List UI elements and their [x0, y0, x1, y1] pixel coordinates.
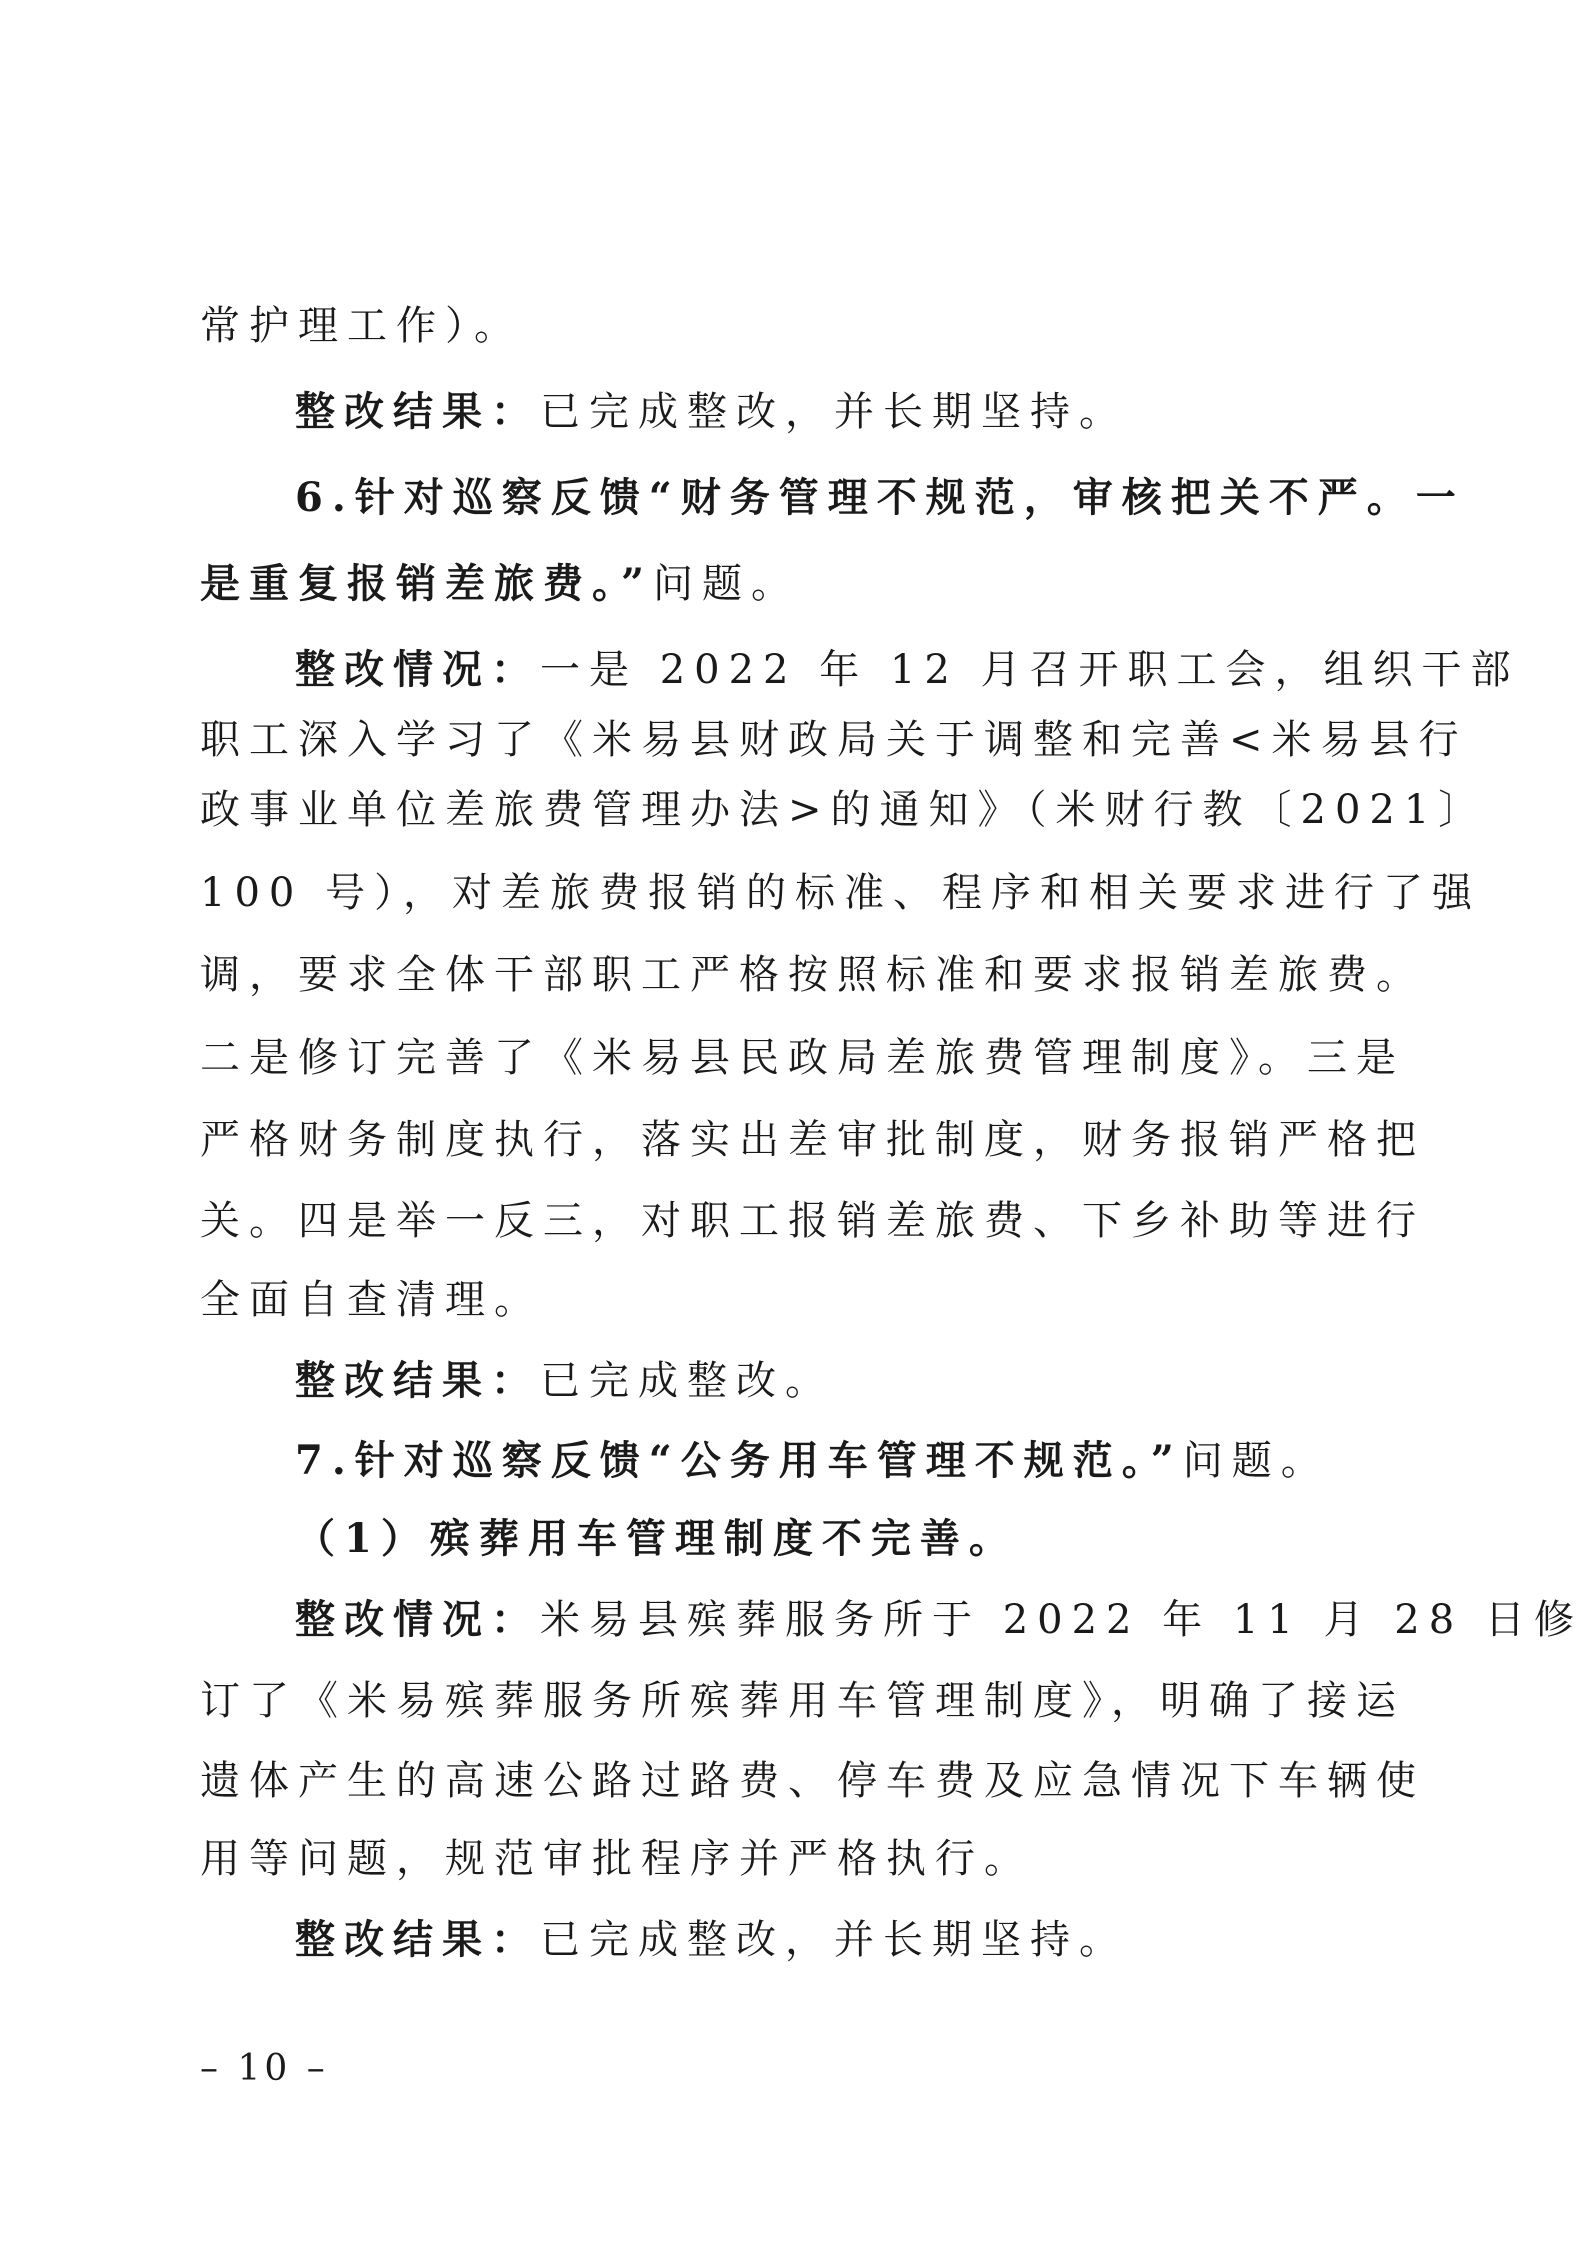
paragraph-line: [200, 1673, 1405, 1729]
page-number: – 10 –: [200, 2048, 329, 2089]
line-text: 关。四是举一反三，对职工报销差旅费、下乡补助等进行: [200, 1198, 1425, 1244]
paragraph-line: [295, 1912, 1380, 1968]
paragraph-line: [200, 865, 1482, 921]
line-text: 100 号），对差旅费报销的标准、程序和相关要求进行了强: [200, 870, 1482, 916]
section-heading-text: 针对巡察反馈“财务管理不规范，审核把关不严。一: [354, 474, 1465, 521]
section-heading: [295, 470, 1465, 526]
line-text: 一是 2022 年 12 月召开职工会，组织干部: [540, 647, 1520, 693]
paragraph-line: [295, 1592, 1583, 1648]
paragraph-line: [200, 1831, 1380, 1887]
paragraph-line: [200, 556, 1380, 612]
line-text: 二是修订完善了《米易县民政局差旅费管理制度》。三是: [200, 1035, 1405, 1081]
paragraph-line: [200, 712, 1468, 768]
line-text: 调，要求全体干部职工严格按照标准和要求报销差旅费。: [200, 952, 1425, 998]
line-text: 严格财务制度执行，落实出差审批制度，财务报销严格把: [200, 1117, 1425, 1163]
line-text: 问题。: [653, 561, 801, 607]
result-label: 整改结果：: [295, 1357, 540, 1404]
situation-label: 整改情况：: [295, 1596, 540, 1643]
situation-label: 整改情况：: [295, 646, 540, 693]
line-text: 米易县殡葬服务所于 2022 年 11 月 28 日修: [540, 1597, 1583, 1643]
paragraph-line: [200, 1272, 1380, 1328]
line-text: 已完成整改，并长期坚持。: [540, 1917, 1128, 1963]
result-label: 整改结果：: [295, 388, 540, 435]
section-heading-text: 针对巡察反馈“公务用车管理不规范。”: [354, 1437, 1183, 1484]
result-label: 整改结果：: [295, 1916, 540, 1963]
paragraph-line: [200, 298, 1380, 354]
section-heading: [295, 1433, 1380, 1489]
section-number: 6.: [295, 474, 355, 521]
paragraph-line: [295, 384, 1380, 440]
line-text: 全面自查清理。: [200, 1277, 543, 1323]
paragraph-line: [200, 1030, 1405, 1086]
paragraph-line: [295, 642, 1520, 698]
paragraph-line: [200, 1753, 1425, 1809]
subsection-heading-text: （1）殡葬用车管理制度不完善。: [295, 1515, 1018, 1562]
paragraph-line: [200, 1193, 1425, 1249]
line-text: 政事业单位差旅费管理办法>的通知》（米财行教〔2021〕: [200, 787, 1488, 833]
line-text: 职工深入学习了《米易县财政局关于调整和完善<米易县行: [200, 717, 1468, 763]
section-heading-text: 是重复报销差旅费。”: [200, 560, 654, 607]
line-text: 订了《米易殡葬服务所殡葬用车管理制度》，明确了接运: [200, 1678, 1405, 1724]
paragraph-line: [200, 947, 1425, 1003]
line-text: 常护理工作）。: [200, 303, 523, 349]
line-text: 用等问题，规范审批程序并严格执行。: [200, 1836, 1033, 1882]
line-text: 遗体产生的高速公路过路费、停车费及应急情况下车辆使: [200, 1758, 1425, 1804]
paragraph-line: [295, 1353, 1380, 1409]
line-text: 已完成整改，并长期坚持。: [540, 389, 1128, 435]
paragraph-line: [200, 1112, 1425, 1168]
paragraph-line: [200, 782, 1488, 838]
section-number: 7.: [295, 1437, 355, 1484]
subsection-heading: [295, 1511, 1380, 1567]
line-text: 已完成整改。: [540, 1358, 834, 1404]
line-text: 问题。: [1182, 1438, 1330, 1484]
